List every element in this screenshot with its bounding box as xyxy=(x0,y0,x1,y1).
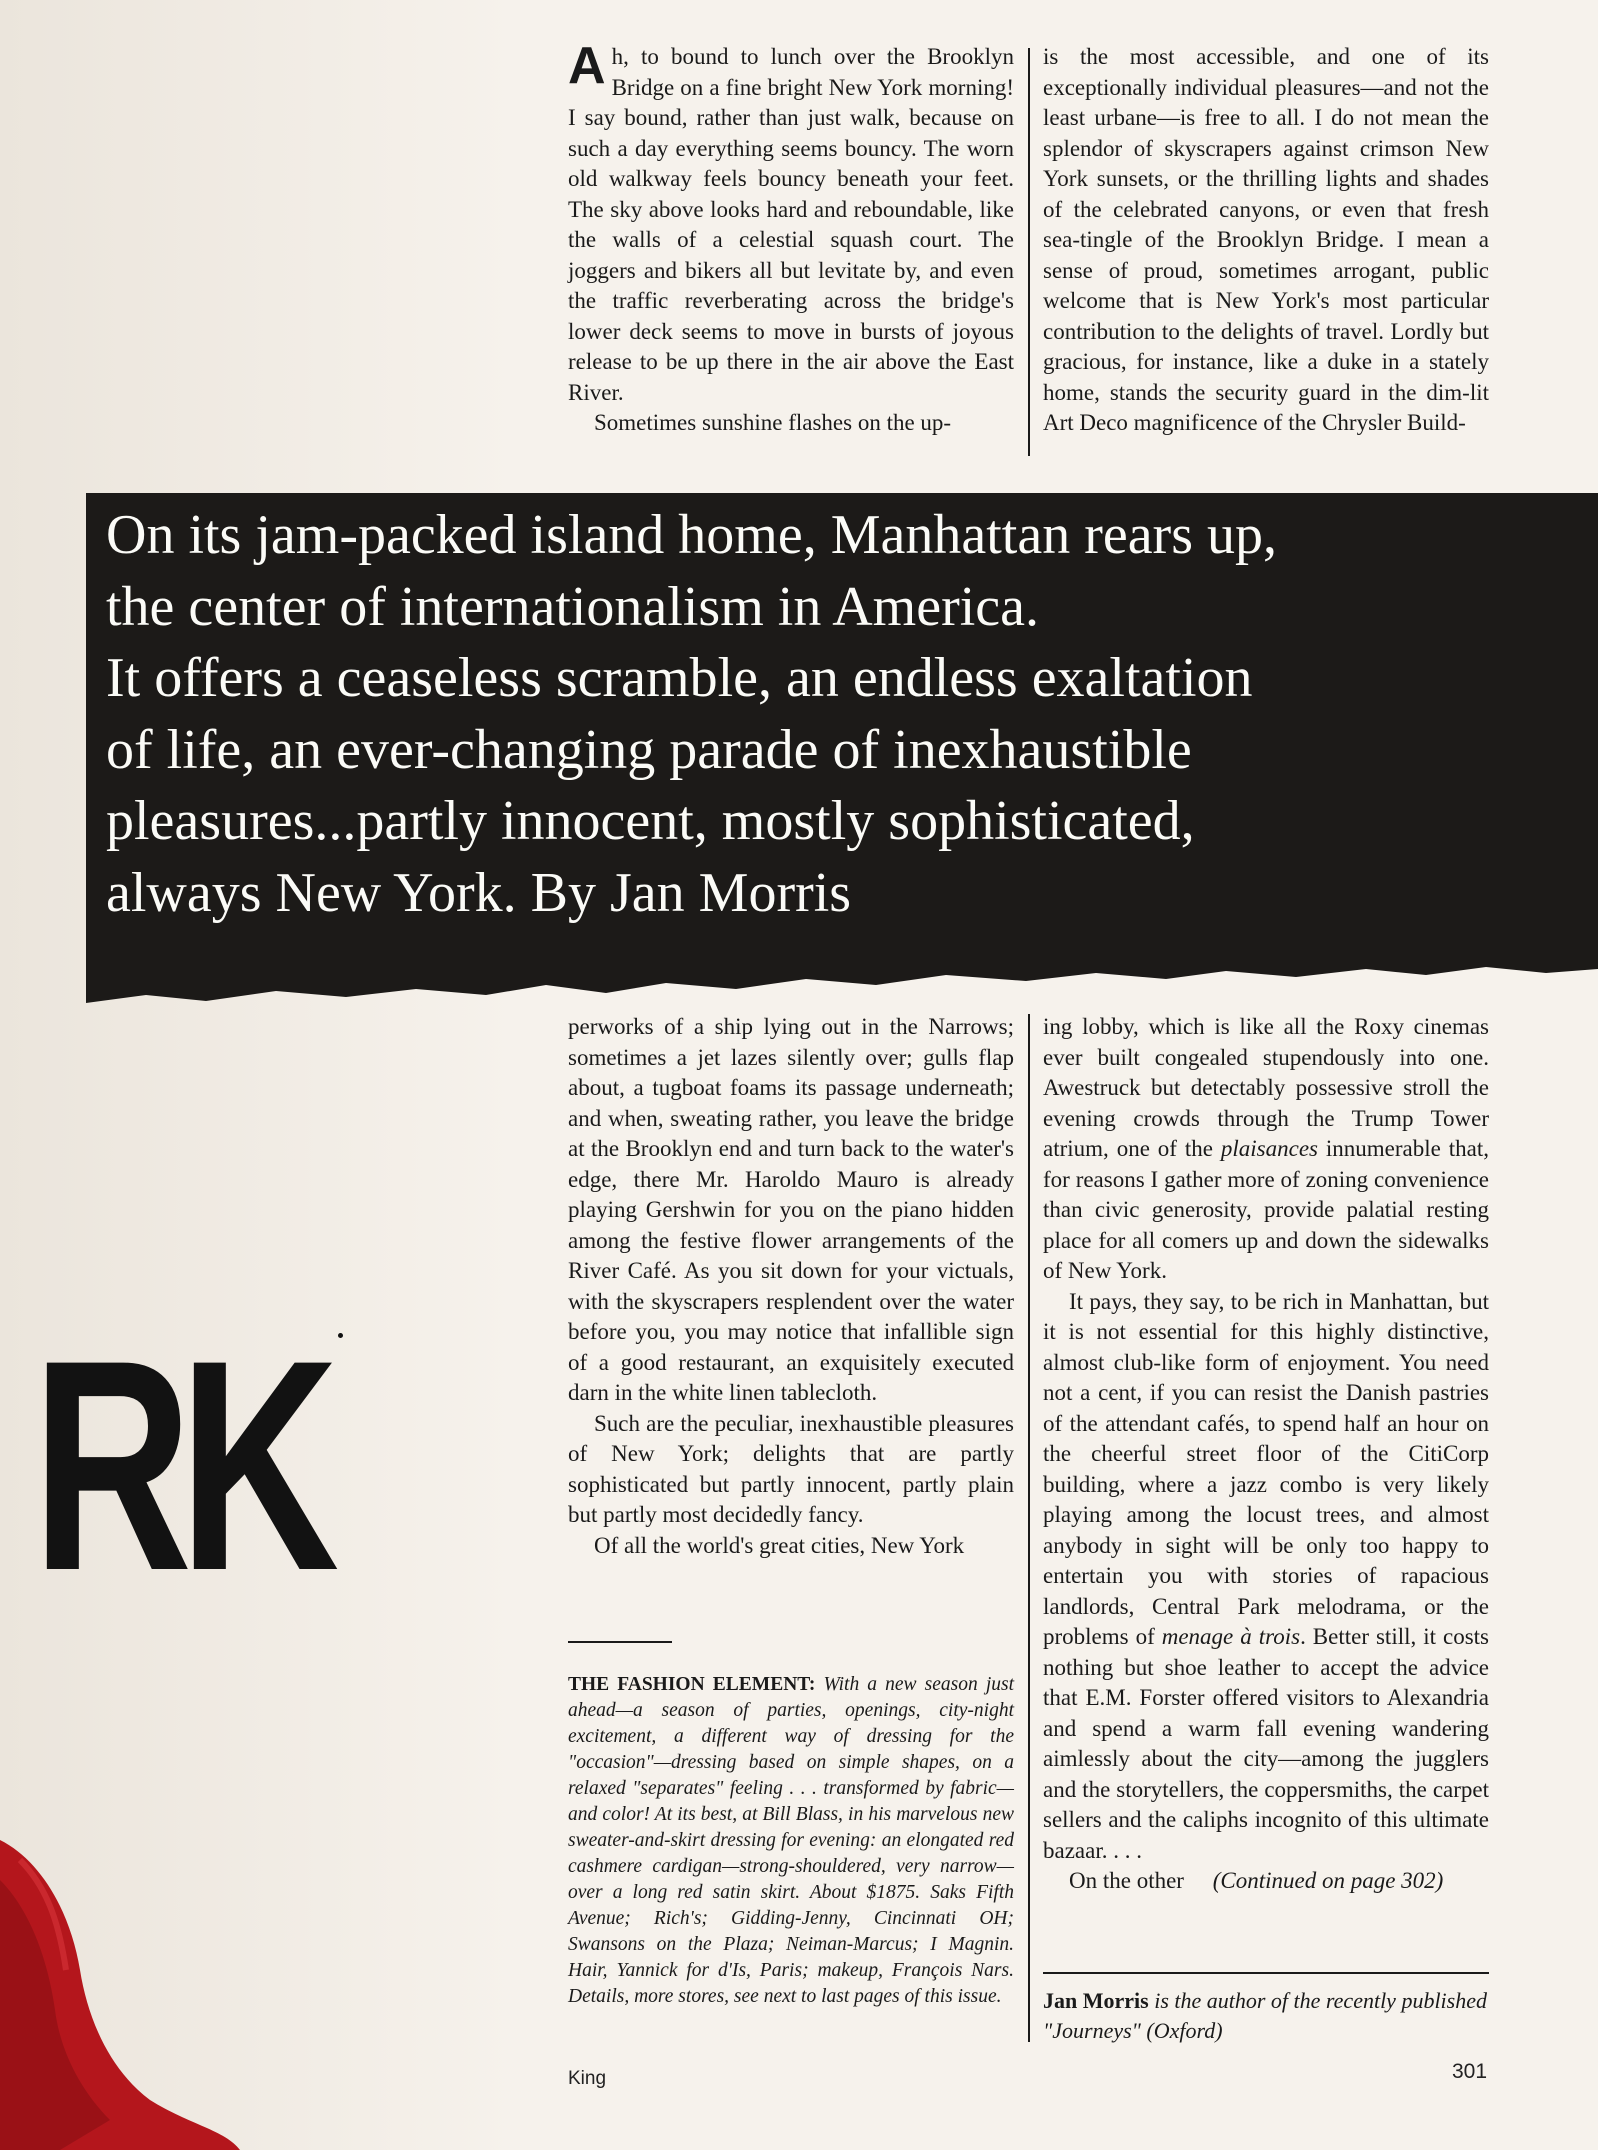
paragraph: Such are the peculiar, inexhaustible pleasures of New York; delights that are partly sophisticated but partly innocent, partly plain but partly most decidedly fancy. xyxy=(568,1410,1014,1527)
paragraph: perworks of a ship lying out in the Narrows; sometimes a jet lazes silently over; gulls flap about, a tugboat foams its passage underneath; and when, sweating rather, you leave the bridge at the Brooklyn end and turn back to the water's edge, there Mr. Haroldo Mauro is already playing Gershwin for you on the piano hidden among the festive flower arrangements of the River Café. As you sit down for your victuals, with the skyscrapers resplendent over the water before you, you may notice that infallible sign of a good restaurant, an exquisitely executed darn in the white linen tablecloth. xyxy=(568,1014,1014,1405)
paragraph: ing lobby, which is like all the Roxy cinemas ever built congealed stupendously into one. Awestruck but detectably possessive stroll the evening crowds through the Trump Tower atrium, one of the plaisances innumerable that, for reasons I gather more of zoning convenience than civic generosity, provide palatial resting place for all comers up and down the sidewalks of New York. xyxy=(1043,1014,1489,1283)
fashion-caption: THE FASHION ELEMENT: With a new season just ahead—a season of parties, openings, city-night excitement, a different way of dressing for the "occasion"—dressing based on simple shapes, on a relaxed "separates" feeling . . . transformed by fabric—and color! At its best, at Bill Blass, in his marvelous new sweater-and-skirt dressing for evening: an elongated red cashmere cardigan—strong-shouldered, very narrow—over a long red satin skirt. About $1875. Saks Fifth Avenue; Rich's; Gidding-Jenny, Cincinnati OH; Swansons on the Plaza; Neiman-Marcus; I Magnin. Hair, Yannick for d'Is, Paris; makeup, François Nars. Details, more stores, see next to last pages of this issue. xyxy=(568,1674,1014,2007)
display-letters: RK xyxy=(32,1297,327,1633)
author-rule xyxy=(1043,1972,1489,1974)
paragraph: On the other (Continued on page 302) xyxy=(1069,1868,1444,1893)
deck-line: of life, an ever-changing parade of inexhaustible xyxy=(106,718,1192,781)
column-bottom-left xyxy=(568,1012,1014,1561)
deck-text xyxy=(106,500,1576,929)
caption-rule xyxy=(568,1641,672,1643)
column-top-right xyxy=(1043,42,1489,439)
paragraph: It pays, they say, to be rich in Manhattan, but it is not essential for this highly distinctive, almost club-like form of enjoyment. You need not a cent, if you can resist the Danish pastries of the attendant cafés, to spend half an hour on the cheerful street floor of the CitiCorp building, where a jazz combo is very likely playing among the locust trees, and almost anybody in sight will be only too happy to entertain you with stories of rapacious landlords, Central Park melodrama, or the problems of menage à trois. Better still, it costs nothing but shoe leather to accept the advice that E.M. Forster offered visitors to Alexandria and spend a warm fall evening wandering aimlessly about the city—among the jugglers and the storytellers, the coppersmiths, the carpet sellers and the caliphs incognito of this ultimate bazaar. . . . xyxy=(1043,1288,1489,1863)
red-garment-photo xyxy=(0,1800,240,2150)
drop-cap: A xyxy=(568,37,606,95)
paragraph: Sometimes sunshine flashes on the up- xyxy=(594,410,952,435)
deck-line: the center of internationalism in America. xyxy=(106,575,1039,638)
deck-line: It offers a ceaseless scramble, an endless exaltation xyxy=(106,647,1253,709)
torn-paper-edge xyxy=(86,955,1598,1010)
deck-line: pleasures...partly innocent, mostly sophisticated, xyxy=(106,790,1195,852)
column-bottom-right xyxy=(1043,1012,1489,1897)
photo-credit: King xyxy=(568,2068,607,2089)
ink-dot xyxy=(338,1333,343,1338)
column-rule xyxy=(1028,48,1030,456)
deck-line: On its jam-packed island home, Manhattan rears up, xyxy=(106,504,1277,566)
author-name: Jan Morris xyxy=(1043,1988,1149,2013)
author-bio: Jan Morris is the author of the recently published "Journeys" (Oxford) xyxy=(1043,1988,1487,2043)
column-rule xyxy=(1028,1014,1030,2042)
page-number: 301 xyxy=(1452,2060,1488,2083)
paragraph: is the most accessible, and one of its exceptionally individual pleasures—and not the least urbane—is free to all. I do not mean the splendor of skyscrapers against crimson New York sunsets, or the thrilling lights and shades of the celebrated canyons, or even that fresh sea-tingle of the Brooklyn Bridge. I mean a sense of proud, sometimes arrogant, public welcome that is New York's most particular contribution to the delights of travel. Lordly but gracious, for instance, like a duke in a stately home, stands the security guard in the dim-lit Art Deco magnificence of the Chrysler Build- xyxy=(1043,44,1489,435)
paragraph: Of all the world's great cities, New York xyxy=(594,1532,965,1558)
paragraph: h, to bound to lunch over the Brooklyn Bridge on a fine bright New York morning! I say bound, rather than just walk, because on such a day everything seems bouncy. The worn old walkway feels bouncy beneath your feet. The sky above looks hard and reboundable, like the walls of a celestial squash court. The joggers and bikers all but levitate by, and even the traffic reverberating across the bridge's lower deck seems to move in bursts of joyous release to be up there in the air above the East River. xyxy=(568,44,1014,405)
deck-line-byline: always New York. By Jan Morris xyxy=(106,861,852,924)
caption-label: THE FASHION ELEMENT: xyxy=(568,1674,816,1695)
continued-note: (Continued on page 302) xyxy=(1212,1868,1444,1893)
column-top-left xyxy=(568,37,1014,439)
